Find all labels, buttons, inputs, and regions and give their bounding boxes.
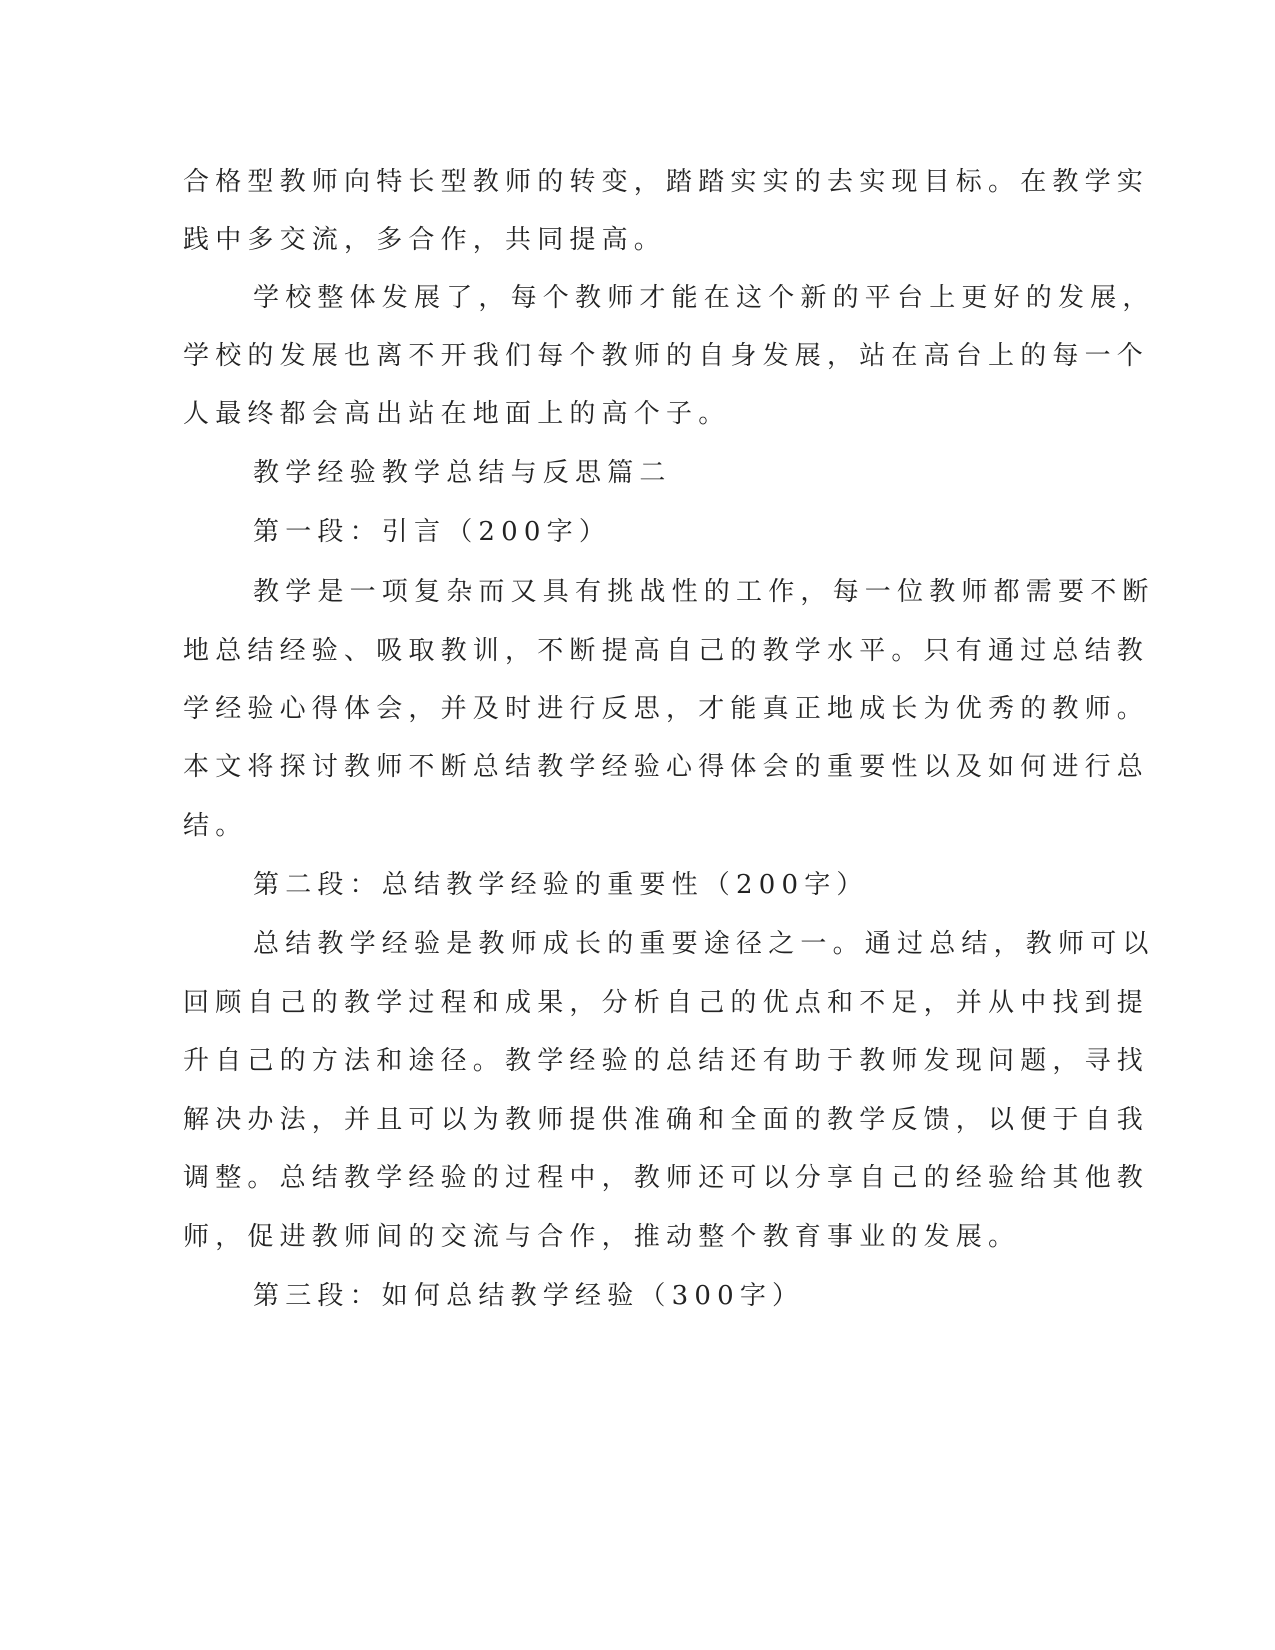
text-line: 总结教学经验是教师成长的重要途径之一。通过总结，教师可以 [253,929,1155,959]
section-heading: 教学经验教学总结与反思篇二 [253,458,672,488]
text-line: 人最终都会高出站在地面上的高个子。 [183,399,731,429]
section-heading: 第一段：引言（200字） [253,517,612,547]
section-heading: 第二段：总结教学经验的重要性（200字） [253,870,869,900]
text-line: 学校的发展也离不开我们每个教师的自身发展，站在高台上的每一个 [183,341,1150,371]
text-line: 师，促进教师间的交流与合作，推动整个教育事业的发展。 [183,1222,1021,1252]
section-heading: 第三段：如何总结教学经验（300字） [253,1281,805,1311]
text-line: 践中多交流，多合作，共同提高。 [183,225,667,255]
text-line: 教学是一项复杂而又具有挑战性的工作，每一位教师都需要不断 [253,577,1155,607]
text-line: 调整。总结教学经验的过程中，教师还可以分享自己的经验给其他教 [183,1163,1150,1193]
text-line: 地总结经验、吸取教训，不断提高自己的教学水平。只有通过总结教 [183,636,1150,666]
text-line: 回顾自己的教学过程和成果，分析自己的优点和不足，并从中找到提 [183,988,1150,1018]
text-line: 本文将探讨教师不断总结教学经验心得体会的重要性以及如何进行总 [183,752,1150,782]
text-line: 学校整体发展了，每个教师才能在这个新的平台上更好的发展， [253,283,1155,313]
text-line: 结。 [183,811,248,841]
text-line: 升自己的方法和途径。教学经验的总结还有助于教师发现问题，寻找 [183,1046,1150,1076]
text-line: 合格型教师向特长型教师的转变，踏踏实实的去实现目标。在教学实 [183,167,1150,197]
text-line: 学经验心得体会，并及时进行反思，才能真正地成长为优秀的教师。 [183,694,1150,724]
text-line: 解决办法，并且可以为教师提供准确和全面的教学反馈，以便于自我 [183,1105,1150,1135]
